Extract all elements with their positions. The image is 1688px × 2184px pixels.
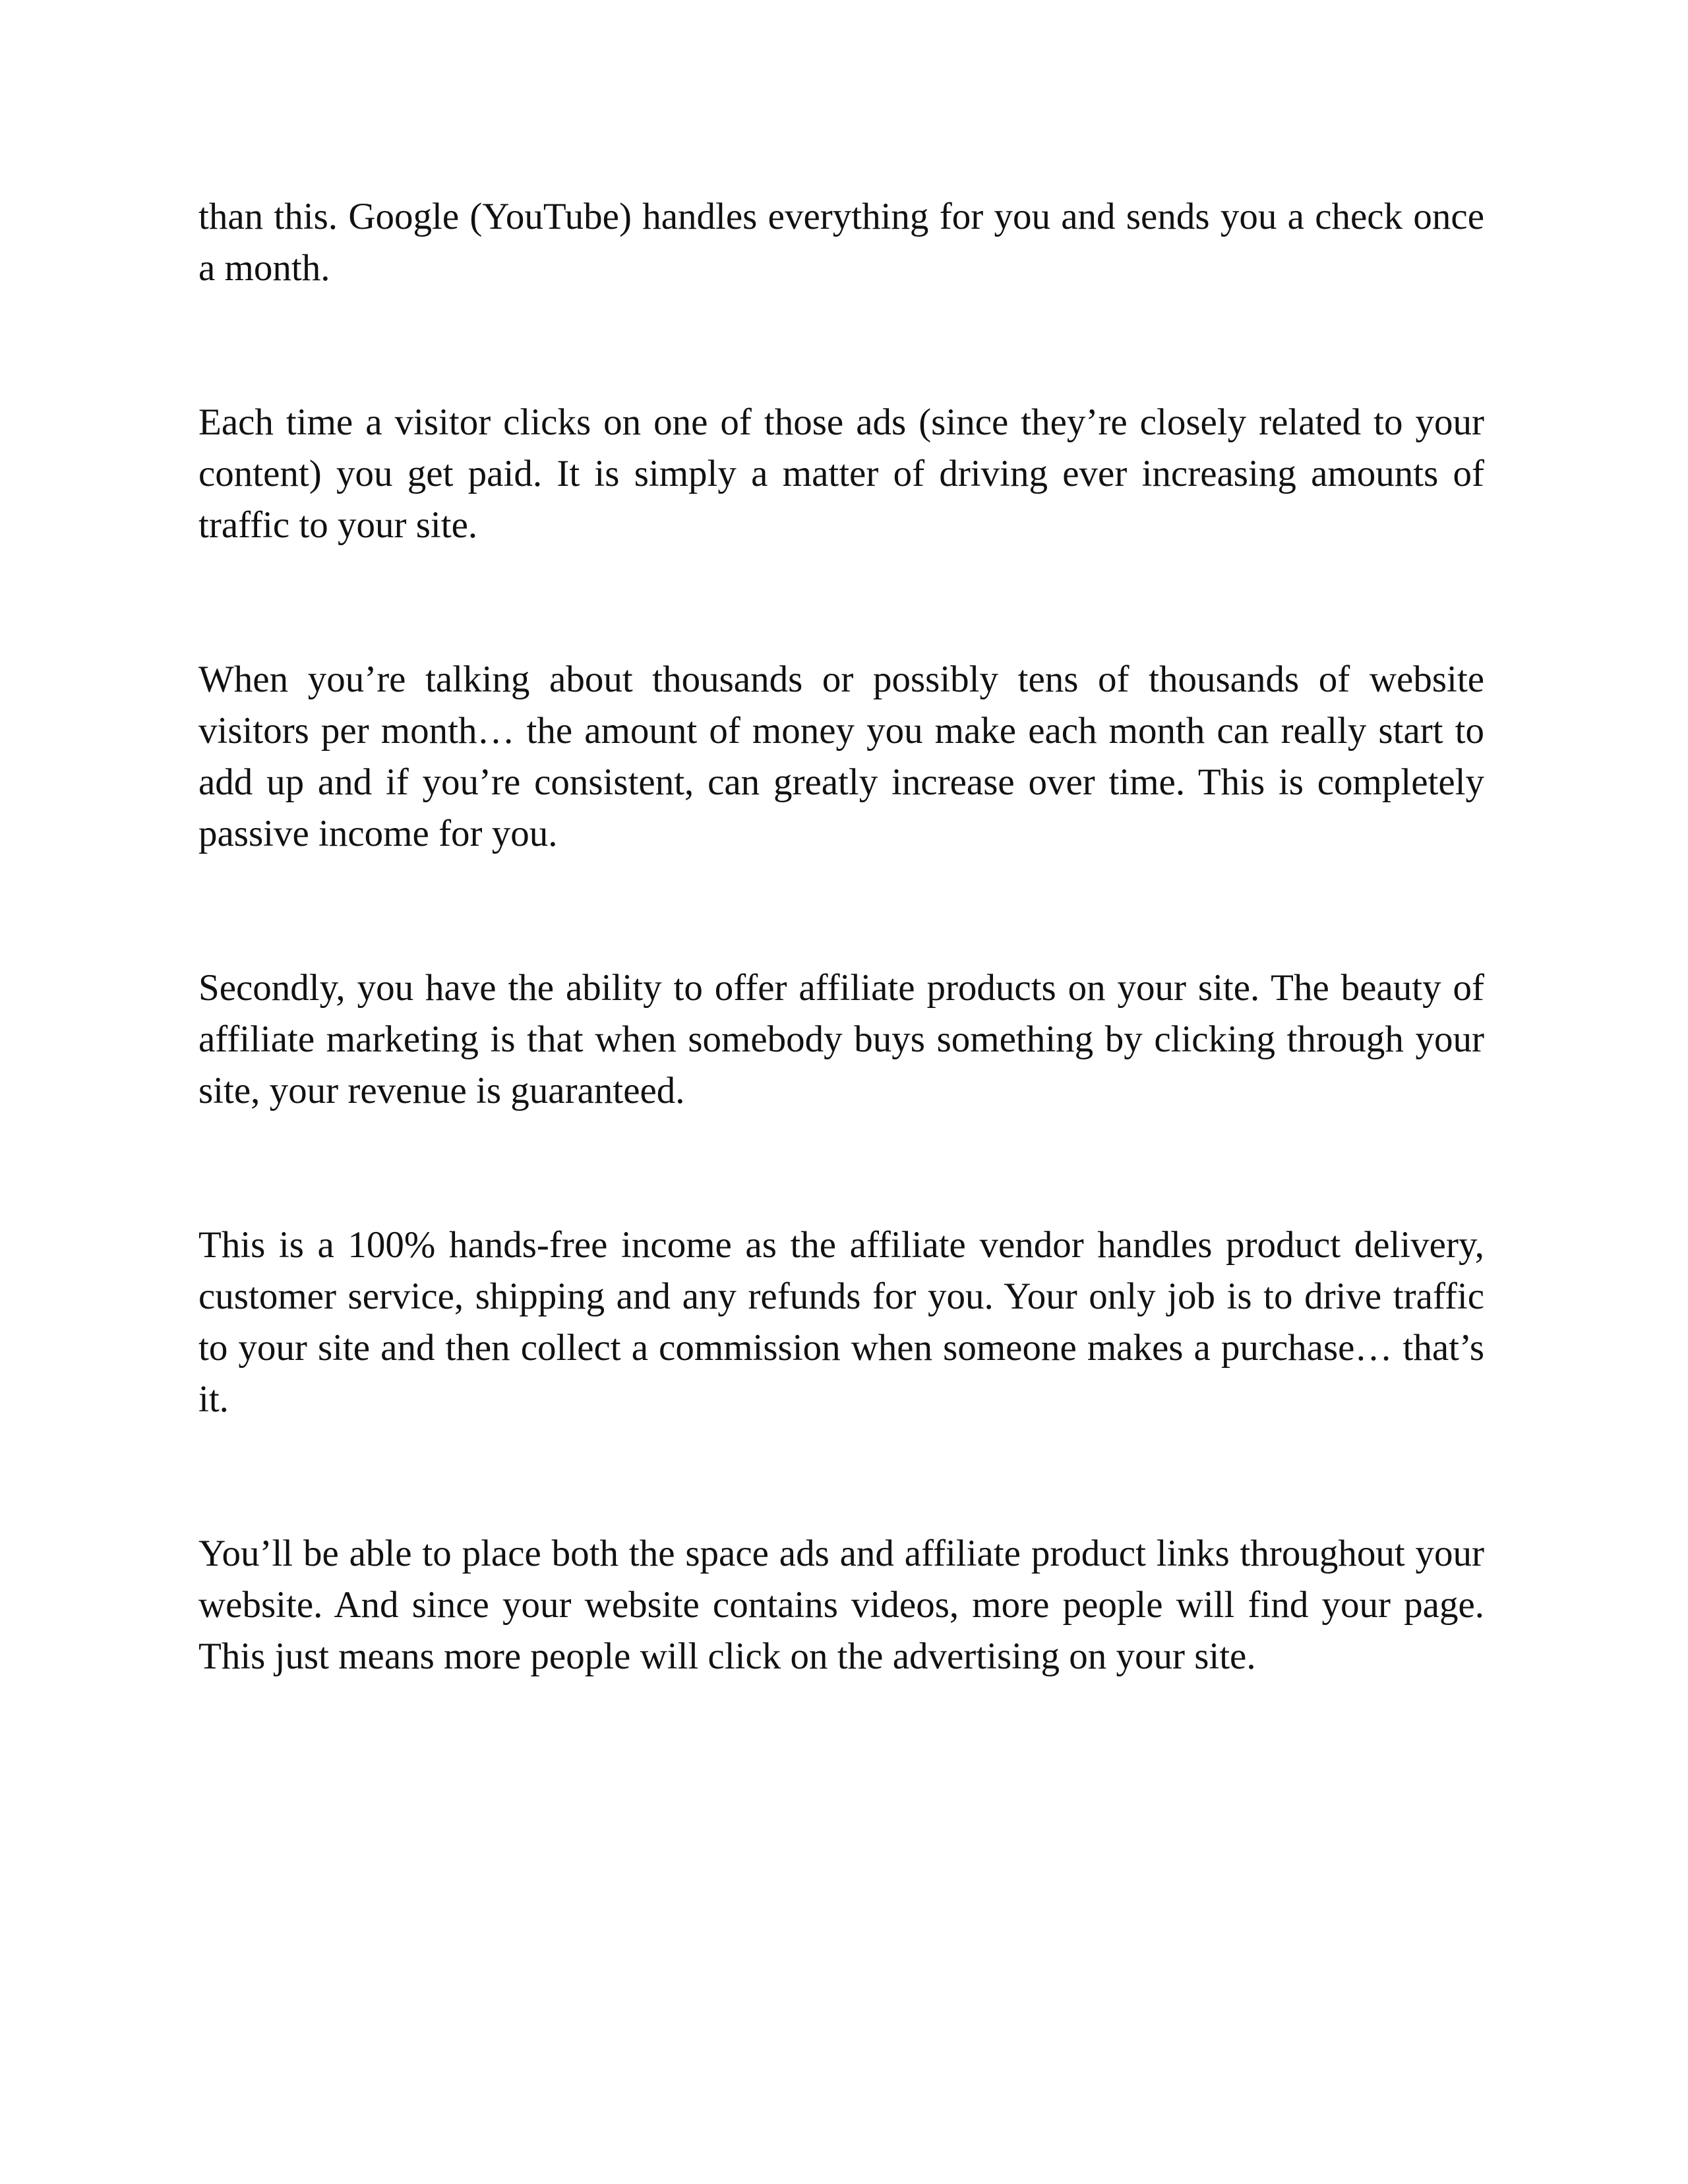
paragraph-ads-and-links: You’ll be able to place both the space ads and affiliate product links throughout your website. And since your website contains videos, more people will find your page. This just means more people will click on the advertising on your site. <box>198 1533 1484 1677</box>
paragraph-affiliate-products: Secondly, you have the ability to offer affiliate products on your site. The beauty of affiliate marketing is that when somebody buys something by clicking through your site, your revenue is guaranteed. <box>198 967 1484 1111</box>
paragraph-ad-clicks: Each time a visitor clicks on one of those ads (since they’re closely related to your content) you get paid. It is simply a matter of driving ever increasing amounts of traffic to your site. <box>198 401 1484 546</box>
paragraph-youtube-check: than this. Google (YouTube) handles everything for you and sends you a check once a month. <box>198 196 1484 289</box>
document-body <box>198 191 1484 1682</box>
paragraph-hands-free-income: This is a 100% hands-free income as the affiliate vendor handles product delivery, customer service, shipping and any refunds for you. Your only job is to drive traffic to your site and then collect a commission when someone makes a purchase… that’s it. <box>198 1224 1484 1420</box>
paragraph-visitor-volume: When you’re talking about thousands or possibly tens of thousands of website visitors per month… the amount of money you make each month can really start to add up and if you’re consistent, can greatly increase over time. This is completely passive income for you. <box>198 659 1484 854</box>
